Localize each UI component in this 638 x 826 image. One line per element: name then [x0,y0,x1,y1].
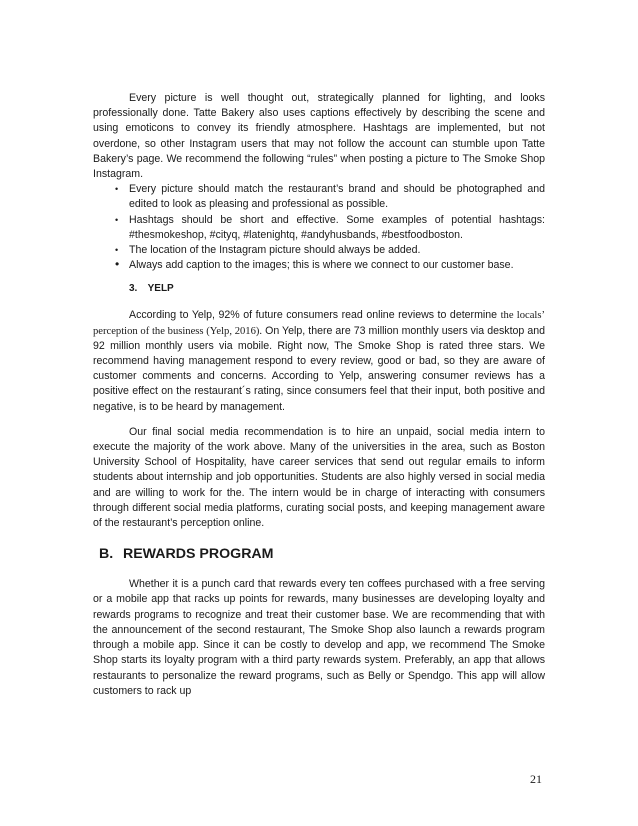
spacer [93,415,545,425]
page-number: 21 [530,772,542,786]
yelp-heading-number: 3. [129,283,138,295]
intern-paragraph: Our final social media recommendation is to hire an unpaid, social media intern to execute the majority of the work above. Many of the universities in the area, such as Boston University School of Hospitality, have career services that send out regular emails to inform students about internship and job opportunities. Students are also highly versed in social media and are willing to work for the. The intern would be in charge of interacting with consumers through different social media platforms, curating social posts, and keeping management aware of the restaurant’s perception online. [93,425,545,530]
yelp-text-3: On Yelp, there are 73 million monthly users via desktop and 92 million monthly users via mobile. Right now, The Smoke Shop is rated three stars. We recommend having management respond to every review, good or bad, so they are aware of customer comments and concerns. According to Yelp, answering consumer reviews has a positive effect on the restaurant´s rating, since consumers feel that their input, both positive and negative, is to be heard by management. [93,324,545,413]
yelp-text-1: According to Yelp, 92% of future consumers read online reviews to determine [129,309,501,322]
bullet-icon: • [115,245,119,256]
intro-paragraph: Every picture is well thought out, strategically planned for lighting, and looks professionally done. Tatte Bakery also uses captions effectively by describing the scene and using emoticons to convey its friendly atmosphere. Hashtags are implemented, but not overdone, so other Instagram users that may not follow the account can stumble upon Tatte Bakery’s page. We recommend the following “rules” when posting a picture to The Smoke Shop Instagram. [93,92,545,181]
list-item-text: Always add caption to the images; this is where we connect to our customer base. [129,259,514,272]
rewards-paragraph: Whether it is a punch card that rewards every ten coffees purchased with a free serving or a mobile app that racks up points for rewards, many businesses are developing loyalty and rewards programs to recognize and treat their customer base. We are recommending that with the announcement of the second restaurant, The Smoke Shop also launch a rewards program through a mobile app. Since it can be costly to develop and app, we recommend The Smoke Shop starts its loyalty program with a third party rewards system. Preferably, an app that allows restaurants to personalize the reward programs, such as Belly or Spendgo. This app will allow customers to rack up [93,578,545,697]
page-content [93,91,545,699]
yelp-heading [129,281,545,296]
instagram-rules-list [93,182,545,273]
list-item [95,243,545,258]
rewards-heading [99,545,545,563]
bullet-icon: • [115,214,119,225]
bullet-icon: • [115,257,120,272]
bullet-icon: • [115,184,119,195]
list-item [95,213,545,243]
list-item-text: Hashtags should be short and effective. Some examples of potential hashtags: #thesmokeshop, #cityq, #latenightq, #andyhusbands, #bestfoodboston. [129,213,545,241]
rewards-heading-title: REWARDS PROGRAM [122,546,274,563]
yelp-text-2: the locals’ perception of the business (Yelp, 2016). [93,310,545,337]
rewards-heading-letter: B. [99,546,114,563]
list-item-text: The location of the Instagram picture should always be added. [129,244,421,257]
list-item [95,182,545,212]
list-item [95,258,545,273]
yelp-paragraph [93,308,545,414]
list-item-text: Every picture should match the restaurant’s brand and should be photographed and edited to look as pleasing and professional as possible. [129,183,545,211]
yelp-heading-title: YELP [147,283,174,295]
